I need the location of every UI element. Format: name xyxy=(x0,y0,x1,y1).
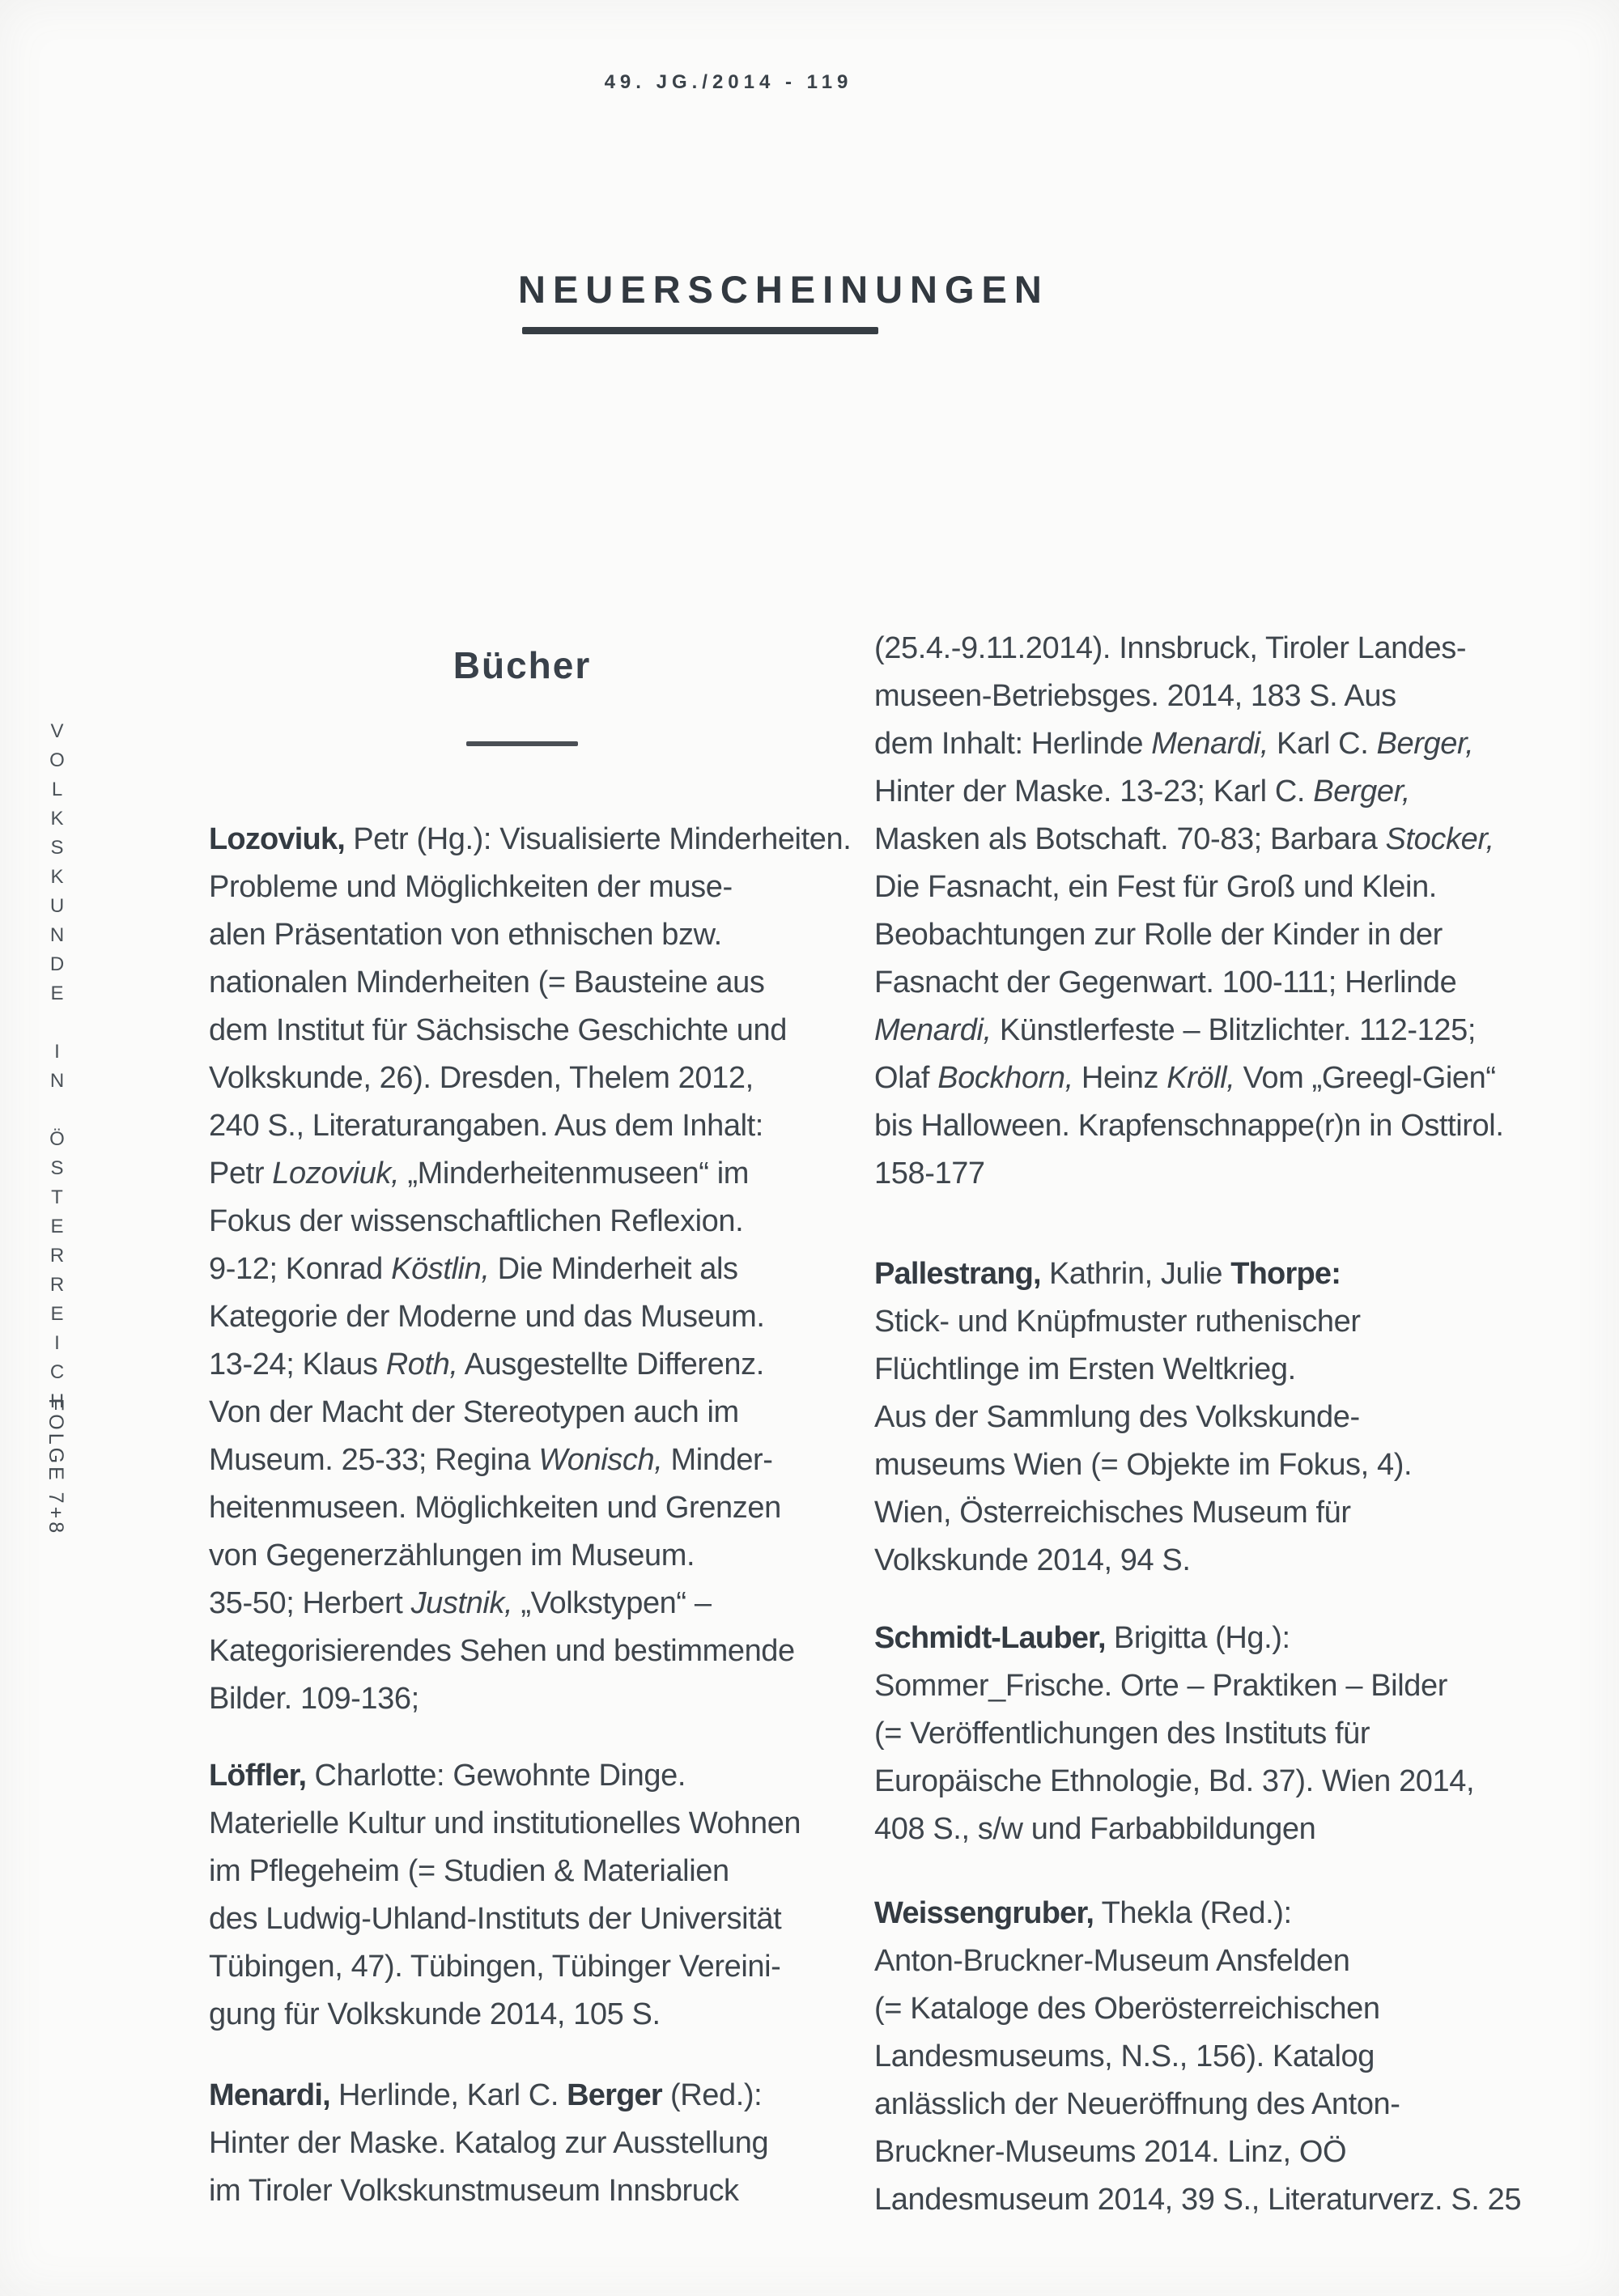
bibliography-entry xyxy=(874,1890,1521,2224)
text-line: Olaf Bockhorn, Heinz Kröll, Vom „Greegl-Gien“ xyxy=(874,1061,1496,1095)
text-line: Menardi, Herlinde, Karl C. Berger (Red.): xyxy=(209,2078,763,2112)
bibliography-entry xyxy=(209,816,851,1723)
text-line: Probleme und Möglichkeiten der muse- xyxy=(209,870,733,904)
text-line: Die Fasnacht, ein Fest für Groß und Klein. xyxy=(874,870,1437,904)
text-line: Landesmuseum 2014, 39 S., Literaturverz. S. 25 xyxy=(874,2183,1522,2217)
text-line: Flüchtlinge im Ersten Weltkrieg. xyxy=(874,1352,1296,1386)
page-title: NEUERSCHEINUNGEN xyxy=(518,268,1049,311)
text-line: Europäische Ethnologie, Bd. 37). Wien 2014, xyxy=(874,1764,1475,1798)
text-line: Landesmuseums, N.S., 156). Katalog xyxy=(874,2039,1375,2073)
text-line: Materielle Kultur und institutionelles Wohnen xyxy=(209,1806,801,1840)
text-line: Anton-Bruckner-Museum Ansfelden xyxy=(874,1944,1350,1978)
text-line: Weissengruber, Thekla (Red.): xyxy=(874,1896,1292,1930)
text-line: (= Kataloge des Oberösterreichischen xyxy=(874,1992,1380,2026)
text-line: dem Institut für Sächsische Geschichte und xyxy=(209,1013,788,1047)
text-line: 408 S., s/w und Farbabbildungen xyxy=(874,1812,1316,1846)
text-line: im Pflegeheim (= Studien & Materialien xyxy=(209,1854,729,1888)
text-line: Hinter der Maske. 13-23; Karl C. Berger, xyxy=(874,775,1410,808)
text-line: Masken als Botschaft. 70-83; Barbara Stocker, xyxy=(874,822,1494,856)
bibliography-entry xyxy=(874,625,1503,1198)
text-line: Tübingen, 47). Tübingen, Tübinger Vereini- xyxy=(209,1950,781,1984)
text-line: 35-50; Herbert Justnik, „Volkstypen“ – xyxy=(209,1586,712,1620)
sidebar-folge-text: FOLGE 7+8 xyxy=(45,1398,67,1537)
text-line: Kategorie der Moderne und das Museum. xyxy=(209,1300,765,1334)
text-line: Museum. 25-33; Regina Wonisch, Minder- xyxy=(209,1443,773,1477)
text-line: im Tiroler Volkskunstmuseum Innsbruck xyxy=(209,2174,739,2208)
text-line: Beobachtungen zur Rolle der Kinder in der xyxy=(874,918,1443,952)
text-line: Aus der Sammlung des Volkskunde- xyxy=(874,1400,1360,1434)
bibliography-entry xyxy=(874,1250,1412,1585)
text-line: gung für Volkskunde 2014, 105 S. xyxy=(209,1997,661,2031)
text-line: Fasnacht der Gegenwart. 100-111; Herlinde xyxy=(874,966,1457,999)
text-line: Stick- und Knüpfmuster ruthenischer xyxy=(874,1305,1361,1339)
text-line: Fokus der wissenschaftlichen Reflexion. xyxy=(209,1204,744,1238)
right-column xyxy=(874,0,1570,2296)
text-line: bis Halloween. Krapfenschnappe(r)n in Osttirol. xyxy=(874,1109,1504,1143)
text-line: Schmidt-Lauber, Brigitta (Hg.): xyxy=(874,1621,1290,1655)
section-heading-buecher: Bücher xyxy=(453,644,592,686)
text-line: Wien, Österreichisches Museum für xyxy=(874,1496,1351,1530)
text-line: des Ludwig-Uhland-Instituts der Universität xyxy=(209,1902,782,1936)
text-line: (= Veröffentlichungen des Instituts für xyxy=(874,1717,1370,1751)
text-line: anlässlich der Neueröffnung des Anton- xyxy=(874,2087,1400,2121)
text-line: 240 S., Literaturangaben. Aus dem Inhalt: xyxy=(209,1109,763,1143)
text-line: heitenmuseen. Möglichkeiten und Grenzen xyxy=(209,1491,781,1525)
bibliography-entry xyxy=(874,1615,1474,1853)
text-line: Sommer_Frische. Orte – Praktiken – Bilder xyxy=(874,1669,1447,1703)
bibliography-entry xyxy=(209,2072,768,2215)
text-line: Volkskunde, 26). Dresden, Thelem 2012, xyxy=(209,1061,754,1095)
text-line: (25.4.-9.11.2014). Innsbruck, Tiroler Landes- xyxy=(874,631,1467,665)
text-line: dem Inhalt: Herlinde Menardi, Karl C. Berger, xyxy=(874,727,1474,761)
bibliography-entry xyxy=(209,1752,801,2039)
text-line: Volkskunde 2014, 94 S. xyxy=(874,1543,1191,1577)
text-line: von Gegenerzählungen im Museum. xyxy=(209,1538,695,1572)
text-line: Kategorisierendes Sehen und bestimmende xyxy=(209,1634,795,1668)
page-header-number: 49. JG./2014 - 119 xyxy=(604,71,853,93)
text-line: Hinter der Maske. Katalog zur Ausstellung xyxy=(209,2126,769,2160)
text-line: museen-Betriebsges. 2014, 183 S. Aus xyxy=(874,679,1396,713)
text-line: 9-12; Konrad Köstlin, Die Minderheit als xyxy=(209,1252,738,1286)
text-line: Petr Lozoviuk, „Minderheitenmuseen“ im xyxy=(209,1156,749,1190)
text-line: Von der Macht der Stereotypen auch im xyxy=(209,1395,739,1429)
text-line: museums Wien (= Objekte im Fokus, 4). xyxy=(874,1448,1413,1482)
text-line: Bilder. 109-136; xyxy=(209,1682,419,1716)
text-line: Menardi, Künstlerfeste – Blitzlichter. 112-125; xyxy=(874,1013,1477,1047)
text-line: Pallestrang, Kathrin, Julie Thorpe: xyxy=(874,1257,1341,1291)
text-line: Lozoviuk, Petr (Hg.): Visualisierte Minderheiten. xyxy=(209,822,852,856)
sidebar-vertical-text: VOLKSKUNDE IN ÖSTERREICH xyxy=(46,720,68,1420)
text-line: 158-177 xyxy=(874,1156,985,1190)
text-line: Löffler, Charlotte: Gewohnte Dinge. xyxy=(209,1759,686,1793)
text-line: alen Präsentation von ethnischen bzw. xyxy=(209,918,722,952)
left-column xyxy=(209,0,856,2296)
text-line: Bruckner-Museums 2014. Linz, OÖ xyxy=(874,2135,1347,2169)
text-line: nationalen Minderheiten (= Bausteine aus xyxy=(209,966,765,999)
text-line: 13-24; Klaus Roth, Ausgestellte Differenz. xyxy=(209,1347,764,1381)
